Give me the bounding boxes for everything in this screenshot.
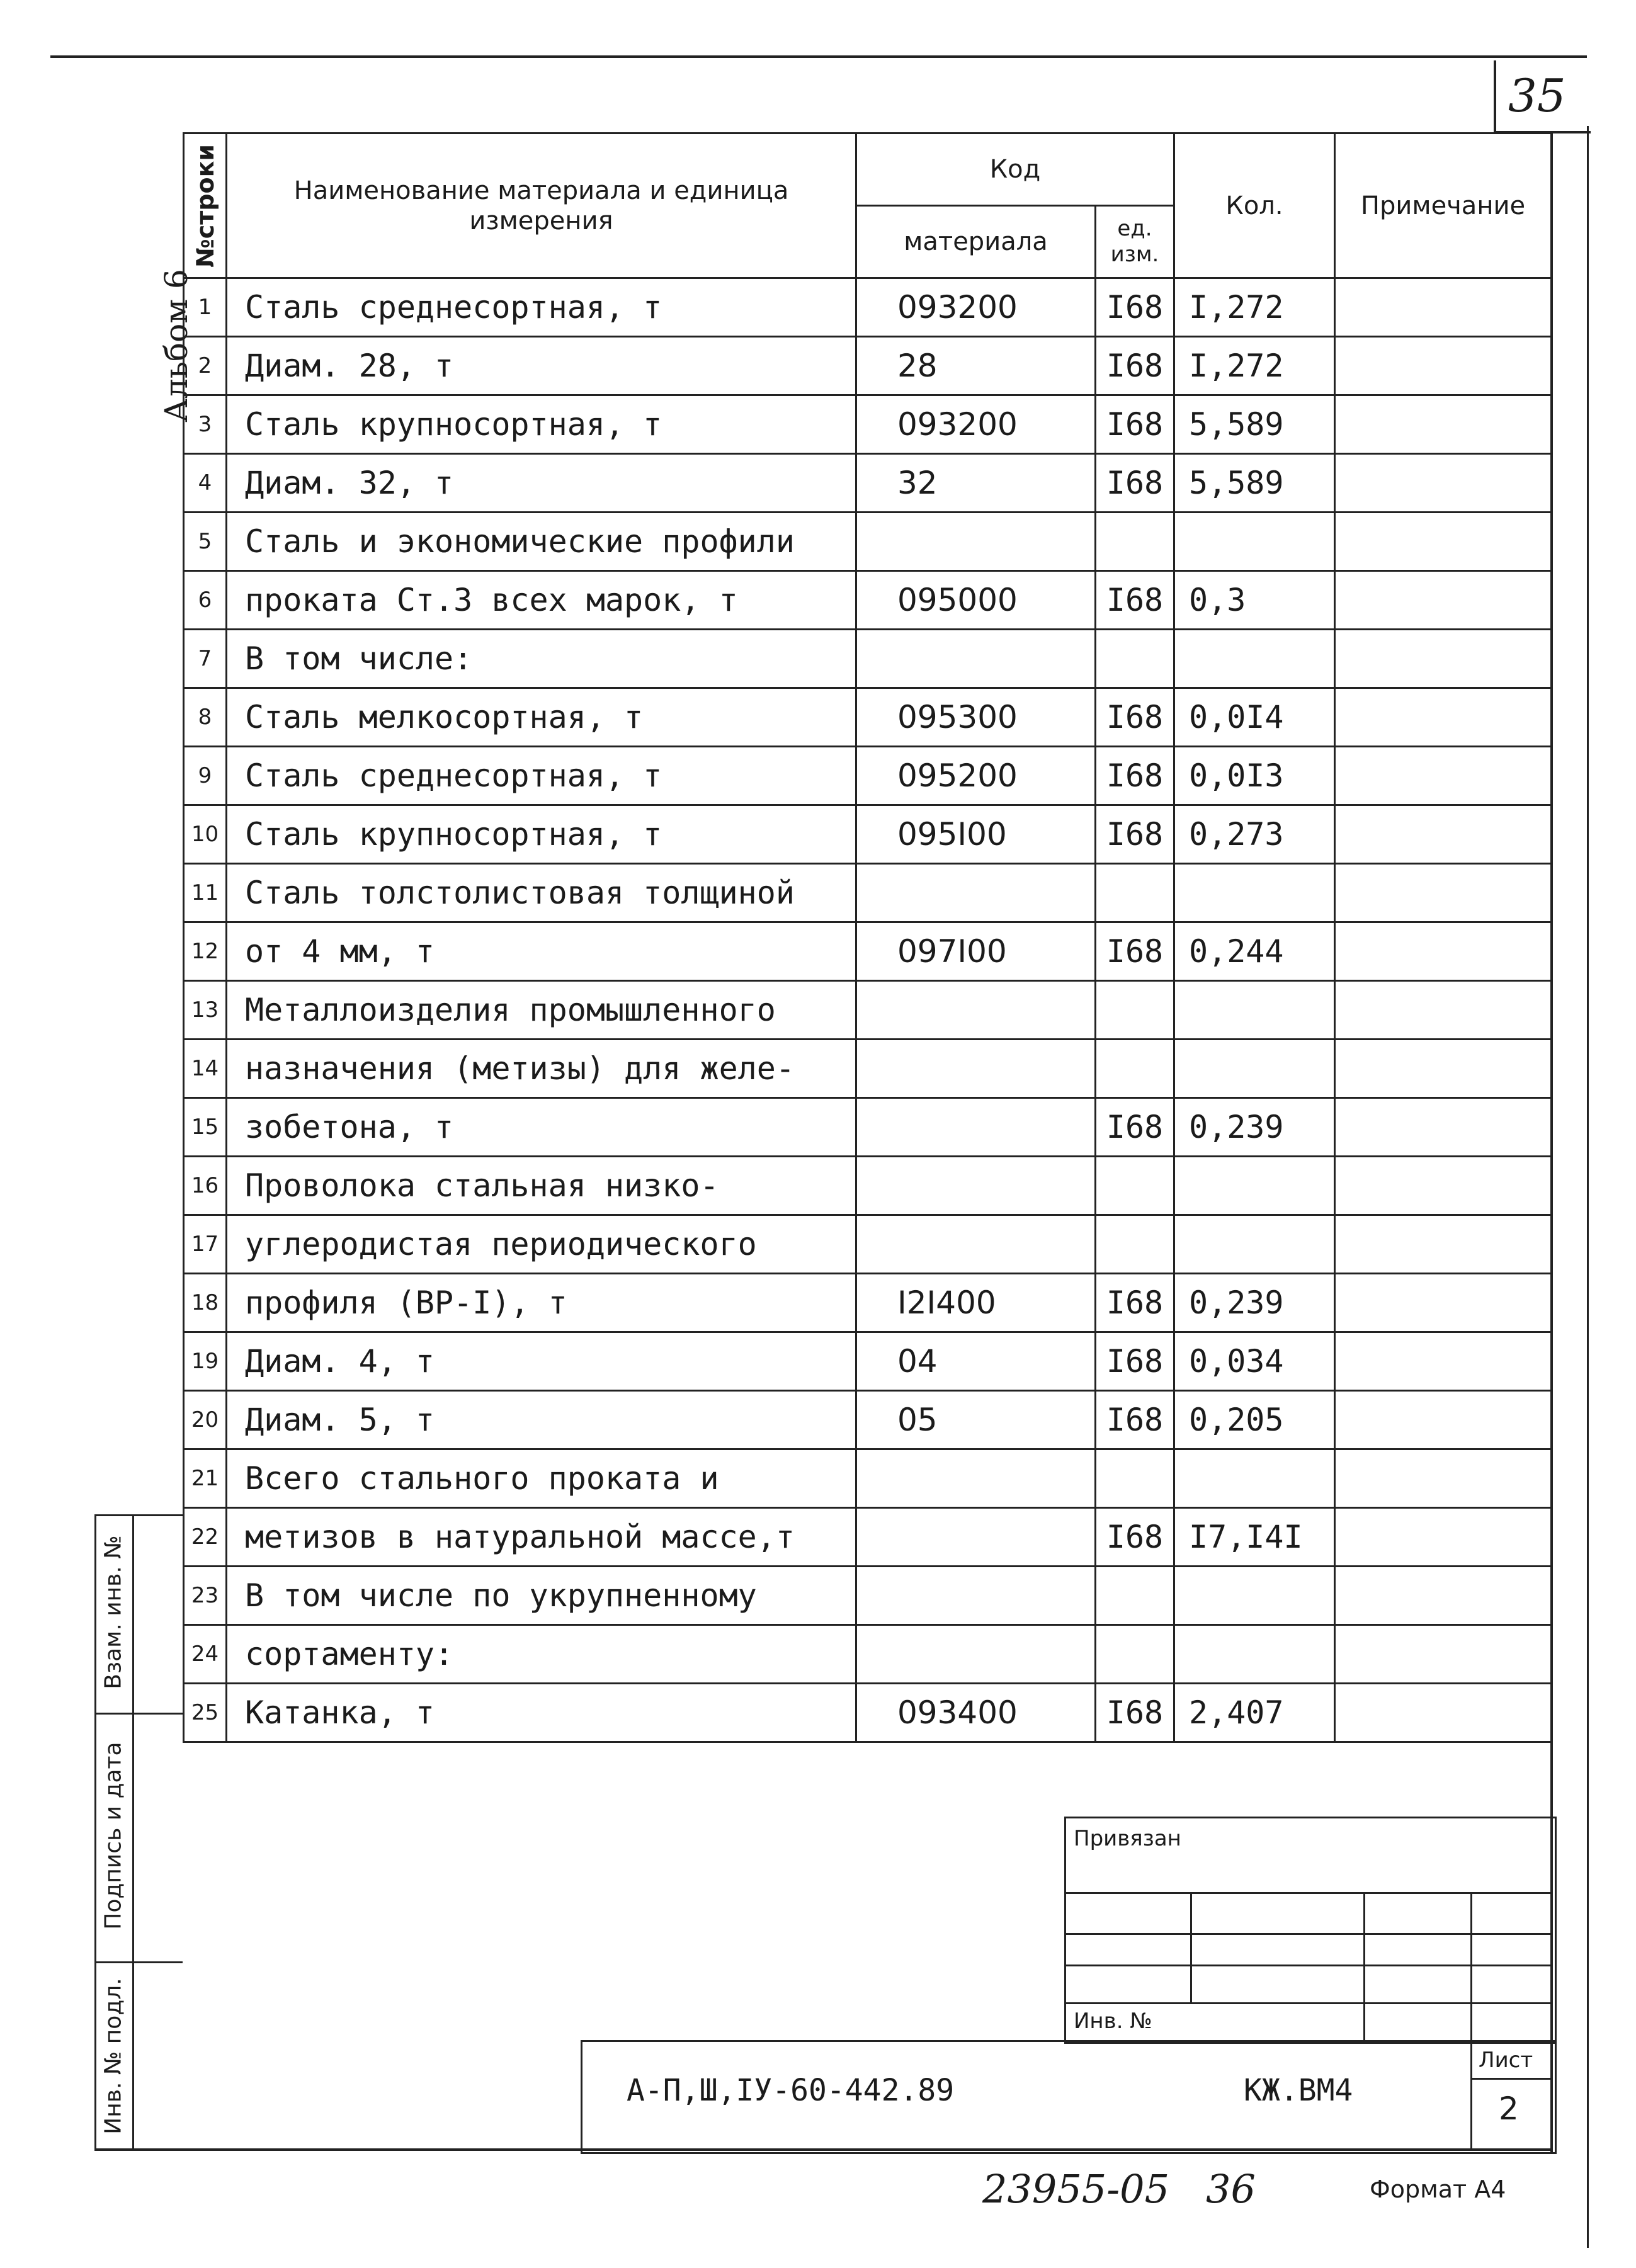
top-rule — [50, 55, 1587, 58]
note-cell — [1335, 1098, 1552, 1157]
unit-code-cell — [1096, 1157, 1174, 1215]
quantity-cell: 0,0I4 — [1174, 688, 1335, 747]
quantity-cell — [1174, 981, 1335, 1040]
unit-code-cell: I68 — [1096, 1508, 1174, 1567]
note-cell — [1335, 571, 1552, 630]
unit-code-cell: I68 — [1096, 1098, 1174, 1157]
bottom-page: 36 — [1206, 2166, 1256, 2212]
row-number-cell: 19 — [184, 1332, 227, 1391]
unit-code-cell: I68 — [1096, 571, 1174, 630]
note-cell — [1335, 1508, 1552, 1567]
note-cell — [1335, 805, 1552, 864]
row-number-cell: 23 — [184, 1567, 227, 1625]
name-header: Наименование материала и единица измерения — [227, 133, 856, 278]
stamp-vline-2 — [1363, 1892, 1365, 2040]
material-code-cell: 05 — [856, 1391, 1096, 1449]
row-number-cell: 1 — [184, 278, 227, 337]
material-name-cell: Сталь крупносортная, т — [227, 805, 856, 864]
table-row — [184, 278, 1552, 337]
inv-no-label: Инв. № — [1074, 2009, 1152, 2034]
table-row — [184, 337, 1552, 395]
material-name-cell: В том числе: — [227, 630, 856, 688]
note-header: Примечание — [1335, 133, 1552, 278]
row-number-cell: 16 — [184, 1157, 227, 1215]
sheet-cell-divider — [1470, 2040, 1472, 2150]
material-name-cell: Проволока стальная низко- — [227, 1157, 856, 1215]
unit-code-cell — [1096, 1040, 1174, 1098]
quantity-cell: I,272 — [1174, 278, 1335, 337]
bottom-code: 23955-05 — [982, 2166, 1170, 2212]
row-number-cell: 2 — [184, 337, 227, 395]
table-row — [184, 513, 1552, 571]
note-cell — [1335, 1040, 1552, 1098]
spec-table — [183, 132, 1552, 1743]
unit-code-cell — [1096, 981, 1174, 1040]
table-row — [184, 1157, 1552, 1215]
side-strip-top — [94, 1514, 183, 1516]
format-label: Формат А4 — [1370, 2175, 1506, 2203]
stamp-line-4 — [1064, 2002, 1553, 2004]
material-name-cell: Сталь среднесортная, т — [227, 747, 856, 805]
table-row — [184, 922, 1552, 981]
row-number-cell: 21 — [184, 1449, 227, 1508]
material-name-cell: Металлоизделия промышленного — [227, 981, 856, 1040]
material-code-cell — [856, 864, 1096, 922]
note-cell — [1335, 630, 1552, 688]
table-row — [184, 1215, 1552, 1274]
quantity-cell: 0,3 — [1174, 571, 1335, 630]
quantity-cell — [1174, 513, 1335, 571]
note-cell — [1335, 747, 1552, 805]
row-number-cell: 15 — [184, 1098, 227, 1157]
outer-right-line — [1587, 126, 1589, 2248]
quantity-cell: 2,407 — [1174, 1684, 1335, 1742]
note-cell — [1335, 1391, 1552, 1449]
unit-code-cell: I68 — [1096, 805, 1174, 864]
quantity-cell — [1174, 1567, 1335, 1625]
material-name-cell: назначения (метизы) для желе- — [227, 1040, 856, 1098]
material-code-cell: I2I400 — [856, 1274, 1096, 1332]
unit-code-cell — [1096, 1215, 1174, 1274]
table-row — [184, 1508, 1552, 1567]
material-name-cell: углеродистая периодического — [227, 1215, 856, 1274]
unit-code-cell: I68 — [1096, 922, 1174, 981]
quantity-cell: 0,244 — [1174, 922, 1335, 981]
note-cell — [1335, 1567, 1552, 1625]
unit-code-cell: I68 — [1096, 1391, 1174, 1449]
material-name-cell: Сталь толстолистовая толщиной — [227, 864, 856, 922]
sheet-number: 2 — [1499, 2090, 1519, 2127]
row-number-header: №строки — [184, 133, 227, 278]
unit-code-cell: I68 — [1096, 688, 1174, 747]
unit-code-cell — [1096, 630, 1174, 688]
table-row — [184, 1274, 1552, 1332]
stamp-line-1 — [1064, 1892, 1553, 1894]
material-name-cell: Сталь мелкосортная, т — [227, 688, 856, 747]
material-code-cell — [856, 1157, 1096, 1215]
row-number-cell: 18 — [184, 1274, 227, 1332]
note-cell — [1335, 395, 1552, 454]
note-cell — [1335, 1684, 1552, 1742]
material-name-cell: Сталь и экономические профили — [227, 513, 856, 571]
inv-podl-label: Инв. № подл. — [100, 1978, 127, 2135]
material-code-cell — [856, 1215, 1096, 1274]
side-strip-div1 — [94, 1713, 183, 1715]
unit-code-cell — [1096, 1449, 1174, 1508]
quantity-cell: 0,239 — [1174, 1098, 1335, 1157]
note-cell — [1335, 454, 1552, 513]
table-row — [184, 1040, 1552, 1098]
material-name-cell: Сталь крупносортная, т — [227, 395, 856, 454]
row-number-cell: 25 — [184, 1684, 227, 1742]
material-code-cell — [856, 513, 1096, 571]
material-code-cell: 095I00 — [856, 805, 1096, 864]
unit-code-cell: I68 — [1096, 747, 1174, 805]
material-code-cell: 095000 — [856, 571, 1096, 630]
table-row — [184, 1449, 1552, 1508]
quantity-cell: 0,239 — [1174, 1274, 1335, 1332]
material-name-cell: Катанка, т — [227, 1684, 856, 1742]
document-code: А-П,Ш,IУ-60-442.89 — [627, 2073, 955, 2108]
note-cell — [1335, 337, 1552, 395]
row-number-cell: 14 — [184, 1040, 227, 1098]
material-code-cell: 093400 — [856, 1684, 1096, 1742]
sheet-cell-line — [1470, 2078, 1553, 2080]
quantity-cell — [1174, 1449, 1335, 1508]
material-code-cell — [856, 981, 1096, 1040]
row-number-cell: 4 — [184, 454, 227, 513]
row-number-cell: 20 — [184, 1391, 227, 1449]
note-cell — [1335, 1625, 1552, 1684]
material-name-cell: В том числе по укрупненному — [227, 1567, 856, 1625]
unit-code-cell: I68 — [1096, 278, 1174, 337]
row-number-cell: 10 — [184, 805, 227, 864]
material-name-cell: зобетона, т — [227, 1098, 856, 1157]
note-cell — [1335, 688, 1552, 747]
material-name-cell: от 4 мм, т — [227, 922, 856, 981]
row-number-cell: 7 — [184, 630, 227, 688]
unit-code-cell: I68 — [1096, 395, 1174, 454]
material-code-cell — [856, 630, 1096, 688]
table-row — [184, 1567, 1552, 1625]
quantity-cell: 5,589 — [1174, 454, 1335, 513]
table-row — [184, 1332, 1552, 1391]
material-code-cell: 093200 — [856, 395, 1096, 454]
album-label: Альбом 6 — [158, 269, 195, 422]
quantity-cell: 0,205 — [1174, 1391, 1335, 1449]
material-name-cell: Диам. 32, т — [227, 454, 856, 513]
note-cell — [1335, 513, 1552, 571]
table-row — [184, 571, 1552, 630]
note-cell — [1335, 922, 1552, 981]
row-number-cell: 6 — [184, 571, 227, 630]
material-code-cell — [856, 1098, 1096, 1157]
material-code-cell: 095300 — [856, 688, 1096, 747]
page-number: 35 — [1508, 69, 1566, 122]
table-row — [184, 1098, 1552, 1157]
stamp-line-2 — [1064, 1933, 1553, 1935]
vzam-inv-label: Взам. инв. № — [100, 1535, 127, 1689]
quantity-cell: I,272 — [1174, 337, 1335, 395]
quantity-cell — [1174, 1625, 1335, 1684]
row-number-cell: 22 — [184, 1508, 227, 1567]
table-row — [184, 981, 1552, 1040]
document-mark: КЖ.ВМ4 — [1244, 2073, 1353, 2108]
material-code-cell — [856, 1567, 1096, 1625]
unit-code-cell: I68 — [1096, 1684, 1174, 1742]
stamp-vline-1 — [1190, 1892, 1192, 2002]
row-number-cell: 3 — [184, 395, 227, 454]
note-cell — [1335, 1215, 1552, 1274]
unit-code-cell: I68 — [1096, 1332, 1174, 1391]
quantity-cell: 0,034 — [1174, 1332, 1335, 1391]
row-number-cell: 9 — [184, 747, 227, 805]
podpis-data-label: Подпись и дата — [100, 1742, 127, 1930]
table-row — [184, 864, 1552, 922]
material-name-cell: профиля (ВР-I), т — [227, 1274, 856, 1332]
material-code-cell — [856, 1625, 1096, 1684]
table-row — [184, 805, 1552, 864]
qty-header: Кол. — [1174, 133, 1335, 278]
material-name-cell: сортаменту: — [227, 1625, 856, 1684]
quantity-cell — [1174, 1215, 1335, 1274]
material-code-cell: 28 — [856, 337, 1096, 395]
table-row — [184, 1391, 1552, 1449]
material-code-cell: 04 — [856, 1332, 1096, 1391]
privyazan-label: Привязан — [1074, 1826, 1181, 1851]
table-row — [184, 454, 1552, 513]
unit-code-cell: I68 — [1096, 454, 1174, 513]
stamp-line-3 — [1064, 1965, 1553, 1966]
note-cell — [1335, 1449, 1552, 1508]
quantity-cell: 0,0I3 — [1174, 747, 1335, 805]
quantity-cell: 0,273 — [1174, 805, 1335, 864]
material-code-cell — [856, 1040, 1096, 1098]
material-name-cell: Диам. 28, т — [227, 337, 856, 395]
row-number-cell: 13 — [184, 981, 227, 1040]
note-cell — [1335, 1274, 1552, 1332]
table-row — [184, 1625, 1552, 1684]
material-code-cell: 093200 — [856, 278, 1096, 337]
stamp-vline-3 — [1470, 1892, 1472, 2040]
unit-code-cell: I68 — [1096, 337, 1174, 395]
note-cell — [1335, 1157, 1552, 1215]
material-code-cell: 32 — [856, 454, 1096, 513]
row-number-cell: 5 — [184, 513, 227, 571]
note-cell — [1335, 864, 1552, 922]
note-cell — [1335, 278, 1552, 337]
note-cell — [1335, 1332, 1552, 1391]
material-name-cell: Сталь среднесортная, т — [227, 278, 856, 337]
quantity-cell: I7,I4I — [1174, 1508, 1335, 1567]
material-code-cell — [856, 1449, 1096, 1508]
quantity-cell — [1174, 630, 1335, 688]
row-number-cell: 17 — [184, 1215, 227, 1274]
unit-code-cell: I68 — [1096, 1274, 1174, 1332]
table-row — [184, 688, 1552, 747]
material-name-cell: проката Ст.3 всех марок, т — [227, 571, 856, 630]
unit-code-cell — [1096, 864, 1174, 922]
quantity-cell: 5,589 — [1174, 395, 1335, 454]
material-code-cell: 095200 — [856, 747, 1096, 805]
row-number-cell: 8 — [184, 688, 227, 747]
material-name-cell: Диам. 5, т — [227, 1391, 856, 1449]
unit-code-cell — [1096, 1567, 1174, 1625]
quantity-cell — [1174, 864, 1335, 922]
table-row — [184, 395, 1552, 454]
side-strip-inner — [132, 1514, 134, 2150]
unit-code-cell — [1096, 1625, 1174, 1684]
table-row — [184, 630, 1552, 688]
material-name-cell: Всего стального проката и — [227, 1449, 856, 1508]
material-code-header: материала — [856, 206, 1096, 278]
quantity-cell — [1174, 1040, 1335, 1098]
note-cell — [1335, 981, 1552, 1040]
row-number-cell: 24 — [184, 1625, 227, 1684]
row-number-cell: 12 — [184, 922, 227, 981]
code-header: Код — [856, 133, 1174, 206]
unit-code-cell — [1096, 513, 1174, 571]
material-name-cell: метизов в натуральной массе,т — [227, 1508, 856, 1567]
quantity-cell — [1174, 1157, 1335, 1215]
material-code-cell: 097I00 — [856, 922, 1096, 981]
material-code-cell — [856, 1508, 1096, 1567]
row-number-cell: 11 — [184, 864, 227, 922]
material-name-cell: Диам. 4, т — [227, 1332, 856, 1391]
table-row — [184, 1684, 1552, 1742]
unit-header: ед. изм. — [1096, 206, 1174, 278]
sheet-label: Лист — [1479, 2048, 1533, 2073]
side-strip-left — [94, 1514, 96, 2150]
table-row — [184, 747, 1552, 805]
